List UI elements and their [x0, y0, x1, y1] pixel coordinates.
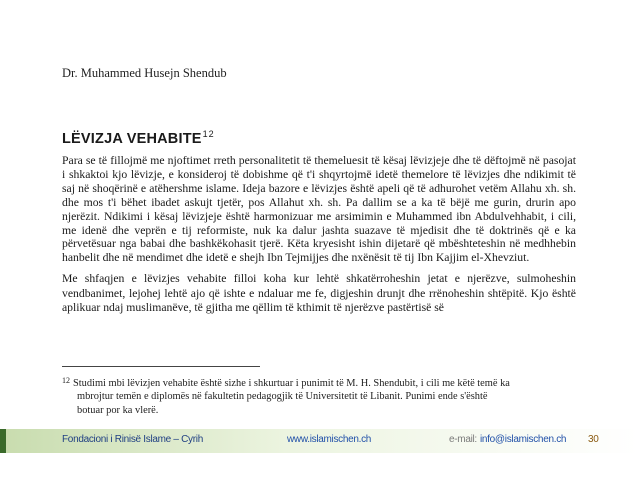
footnote-line: botuar por ka vlerë. — [77, 404, 159, 416]
footer-email-label: e-mail: — [449, 434, 477, 445]
footer-email-link[interactable]: info@islamischen.ch — [480, 434, 567, 445]
section-heading — [62, 129, 215, 147]
section-title: LËVIZJA VEHABITE — [62, 131, 202, 147]
footnote — [62, 374, 576, 417]
paragraph: Para se të fillojmë me njoftimet rreth personalitetit të themeluesit të kësaj lëvizjeje dhe të dëftojmë në pasojat i shkaktoi kjo lëvizje, e konsideroj të dobishme që t'i shqyrtojmë idetë themelore të lëvizjes dhe ndikimit të saj në shoqërinë e atëhershme islame. Ideja bazore e lëvizjes është apeli që të adhurohet vetëm Allahu xh. sh. dhe mos t'i bëhet ibadet askujt tjetër, pos Allahut xh. sh. Pa dallim se a ka të bëjë me gurin, drurin apo njerëzit. Ndikimi i kësaj lëvizjeje është harmonizuar me arsimimin e Muhammed ibn Abdulvehhabit, i cili, me idenë dhe veprën e tij reformiste, nuk ka dalur jashta suazave të mjedisit dhe të doktrinës që e ka përvetësuar nga babai dhe bashkëkohasit tjerë. Këta kryesisht ishin dijetarë që mbështeteshin në medhhebin hanbelit dhe në mendimet dhe idetë e shejh Ibn Tejmijjes dhe nxënësit të tij Ibn Kajjim el-Xhevziut. — [62, 154, 576, 265]
footer-accent-bar — [0, 429, 6, 453]
author-header: Dr. Muhammed Husejn Shendub — [62, 66, 227, 80]
footnote-number: 12 — [62, 376, 70, 385]
body-text — [62, 154, 576, 323]
title-footnote-marks: 12 — [202, 129, 215, 139]
footer-website-link[interactable]: www.islamischen.ch — [287, 434, 372, 445]
paragraph: Me shfaqjen e lëvizjes vehabite filloi koha kur lehtë shkatërroheshin jetat e njerëzve, sulmoheshin vendbanimet, lejohej lehtë ajo që ishte e ndaluar me fe, digjeshin drunjt dhe rrënoheshin shtëpitë. Kjo është aplikuar ndaj muslimanëve, të gjitha me qëllim të kthimit të njerëzve pastërtisë së — [62, 272, 576, 315]
footnote-line: Studimi mbi lëvizjen vehabite është sizhe i shkurtuar i punimit të M. H. Shendubit, i cili me këtë temë ka — [73, 378, 510, 389]
footnote-line: mbrojtur temën e diplomës në fakultetin pedagogjik të Universitetit të Libanit. Punimi ende s'është — [77, 391, 488, 403]
footer-publisher: Fondacioni i Rinisë Islame – Cyrih — [62, 434, 203, 445]
page-number: 30 — [588, 434, 599, 445]
page-footer — [0, 429, 638, 453]
footnote-divider — [62, 366, 260, 367]
